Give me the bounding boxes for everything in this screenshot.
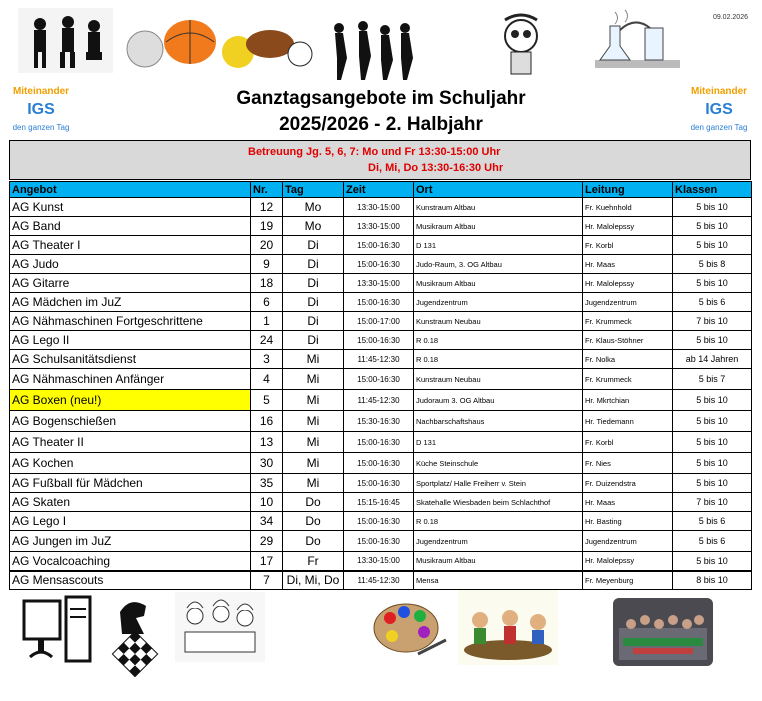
cell-leitung: Fr. Krummeck	[583, 369, 673, 390]
cell-leitung: Hr. Mkrtchian	[583, 390, 673, 411]
cell-klassen: 5 bis 6	[673, 512, 752, 531]
cell-zeit: 15:00-16:30	[344, 236, 414, 255]
cell-ort: D 131	[414, 432, 583, 453]
cell-ort: Judo-Raum, 3. OG Altbau	[414, 255, 583, 274]
cell-klassen: 5 bis 10	[673, 552, 752, 571]
cell-leitung: Fr. Meyenburg	[583, 571, 673, 590]
cell-tag: Mi	[283, 453, 344, 474]
cell-ort: Musikraum Altbau	[414, 217, 583, 236]
cell-tag: Di	[283, 293, 344, 312]
cell-leitung: Hr. Basting	[583, 512, 673, 531]
cell-angebot: AG Vocalcoaching	[10, 552, 251, 571]
svg-text:den ganzen Tag: den ganzen Tag	[690, 123, 748, 132]
cell-nr: 17	[251, 552, 283, 571]
cell-ort: Nachbarschaftshaus	[414, 411, 583, 432]
cell-ort: Kunstraum Neubau	[414, 312, 583, 331]
cell-angebot: AG Lego II	[10, 331, 251, 350]
table-row	[10, 552, 752, 571]
cell-angebot: AG Mädchen im JuZ	[10, 293, 251, 312]
cell-leitung: Hr. Tiedemann	[583, 411, 673, 432]
cell-zeit: 15:00-16:30	[344, 453, 414, 474]
cell-angebot: AG Nähmaschinen Fortgeschrittene	[10, 312, 251, 331]
cell-tag: Mi	[283, 350, 344, 369]
cell-nr: 30	[251, 453, 283, 474]
cell-klassen: 5 bis 10	[673, 411, 752, 432]
cell-ort: Küche Steinschule	[414, 453, 583, 474]
cell-leitung: Hr. Malolepssy	[583, 552, 673, 571]
cell-leitung: Fr. Duizendstra	[583, 474, 673, 493]
cell-zeit: 11:45-12:30	[344, 390, 414, 411]
dancers-clipart	[325, 18, 415, 83]
cell-angebot: AG Mensascouts	[10, 571, 251, 590]
cell-tag: Mo	[283, 217, 344, 236]
scientist-clipart	[485, 10, 560, 80]
cell-angebot: AG Schulsanitätsdienst	[10, 350, 251, 369]
cell-leitung: Hr. Maas	[583, 493, 673, 512]
cell-nr: 13	[251, 432, 283, 453]
cell-klassen: 5 bis 10	[673, 274, 752, 293]
table-row	[10, 274, 752, 293]
cell-ort: Judoraum 3. OG Altbau	[414, 390, 583, 411]
table-row	[10, 411, 752, 432]
cell-nr: 29	[251, 531, 283, 552]
cell-klassen: 7 bis 10	[673, 312, 752, 331]
cell-tag: Mi	[283, 369, 344, 390]
cell-angebot: AG Gitarre	[10, 274, 251, 293]
cell-tag: Di	[283, 331, 344, 350]
cell-klassen: 5 bis 10	[673, 198, 752, 217]
cell-leitung: Fr. Korbl	[583, 432, 673, 453]
cell-nr: 24	[251, 331, 283, 350]
cell-tag: Mi	[283, 411, 344, 432]
care-notice-line2: Di, Mi, Do 13:30-16:30 Uhr	[368, 162, 504, 174]
table-row	[10, 293, 752, 312]
cell-nr: 5	[251, 390, 283, 411]
chemistry-clipart	[590, 6, 685, 78]
cell-angebot: AG Bogenschießen	[10, 411, 251, 432]
cell-zeit: 13:30-15:00	[344, 274, 414, 293]
cell-klassen: 5 bis 10	[673, 331, 752, 350]
cell-nr: 35	[251, 474, 283, 493]
cell-angebot: AG Band	[10, 217, 251, 236]
page-title-line2: 2025/2026 - 2. Halbjahr	[279, 114, 483, 135]
cell-ort: Jugendzentrum	[414, 293, 583, 312]
cell-angebot: AG Judo	[10, 255, 251, 274]
cell-klassen: 5 bis 6	[673, 293, 752, 312]
computer-clipart	[20, 595, 95, 670]
cell-leitung: Hr. Malolepssy	[583, 217, 673, 236]
table-row	[10, 369, 752, 390]
cell-ort: R 0.18	[414, 512, 583, 531]
table-row	[10, 350, 752, 369]
header-tag: Tag	[283, 182, 344, 198]
table-row	[10, 432, 752, 453]
cell-nr: 9	[251, 255, 283, 274]
cell-zeit: 15:00-16:30	[344, 331, 414, 350]
offers-table	[9, 181, 752, 590]
table-row	[10, 255, 752, 274]
cell-angebot: AG Skaten	[10, 493, 251, 512]
cell-ort: Kunstraum Altbau	[414, 198, 583, 217]
cell-tag: Fr	[283, 552, 344, 571]
chess-clipart	[100, 592, 170, 677]
table-row	[10, 531, 752, 552]
header-ort: Ort	[414, 182, 583, 198]
header-nr: Nr.	[251, 182, 283, 198]
cell-leitung: Fr. Nies	[583, 453, 673, 474]
cell-tag: Mi	[283, 474, 344, 493]
table-row	[10, 312, 752, 331]
cell-zeit: 15:15-16:45	[344, 493, 414, 512]
table-row	[10, 493, 752, 512]
cell-leitung: Fr. Klaus-Stöhner	[583, 331, 673, 350]
cell-klassen: 5 bis 10	[673, 474, 752, 493]
cell-klassen: 5 bis 10	[673, 390, 752, 411]
cell-tag: Di	[283, 312, 344, 331]
cell-leitung: Fr. Korbl	[583, 236, 673, 255]
cell-angebot: AG Lego I	[10, 512, 251, 531]
group-photo	[613, 598, 713, 666]
svg-text:Miteinander: Miteinander	[12, 86, 70, 97]
cell-zeit: 15:00-16:30	[344, 432, 414, 453]
cell-tag: Di	[283, 274, 344, 293]
cell-ort: Jugendzentrum	[414, 531, 583, 552]
cell-angebot: AG Nähmaschinen Anfänger	[10, 369, 251, 390]
cell-zeit: 13:30-15:00	[344, 552, 414, 571]
cell-tag: Mo	[283, 198, 344, 217]
cell-angebot: AG Theater II	[10, 432, 251, 453]
cell-nr: 19	[251, 217, 283, 236]
cell-zeit: 11:45-12:30	[344, 571, 414, 590]
header-leitung: Leitung	[583, 182, 673, 198]
svg-text:IGS: IGS	[27, 101, 55, 118]
cell-angebot: AG Fußball für Mädchen	[10, 474, 251, 493]
care-notice-line1: Betreuung Jg. 5, 6, 7: Mo und Fr 13:30-15:00 Uhr	[248, 146, 501, 158]
cell-tag: Di	[283, 236, 344, 255]
cell-nr: 10	[251, 493, 283, 512]
header-zeit: Zeit	[344, 182, 414, 198]
cell-nr: 12	[251, 198, 283, 217]
cell-leitung: Hr. Malolepssy	[583, 274, 673, 293]
date-stamp: 09.02.2026	[712, 14, 748, 21]
cell-nr: 16	[251, 411, 283, 432]
page-title-line1: Ganztagsangebote im Schuljahr	[236, 88, 526, 109]
cell-klassen: 5 bis 8	[673, 255, 752, 274]
cell-tag: Di	[283, 255, 344, 274]
cell-zeit: 13:30-15:00	[344, 217, 414, 236]
cell-zeit: 15:00-16:30	[344, 531, 414, 552]
cell-klassen: 5 bis 10	[673, 453, 752, 474]
cell-leitung: Fr. Kuehnhold	[583, 198, 673, 217]
cell-nr: 4	[251, 369, 283, 390]
cell-klassen: 5 bis 6	[673, 531, 752, 552]
cell-nr: 1	[251, 312, 283, 331]
cell-tag: Mi	[283, 390, 344, 411]
cell-nr: 7	[251, 571, 283, 590]
header-klassen: Klassen	[673, 182, 752, 198]
table-row	[10, 512, 752, 531]
cell-nr: 3	[251, 350, 283, 369]
cell-ort: Skatehalle Wiesbaden beim Schlachthof	[414, 493, 583, 512]
cell-angebot: AG Kochen	[10, 453, 251, 474]
svg-text:Miteinander: Miteinander	[690, 86, 748, 97]
cell-klassen: 5 bis 10	[673, 217, 752, 236]
cell-angebot: AG Jungen im JuZ	[10, 531, 251, 552]
table-row	[10, 390, 752, 411]
cell-leitung: Fr. Krummeck	[583, 312, 673, 331]
cell-leitung: Hr. Maas	[583, 255, 673, 274]
cell-angebot: AG Theater I	[10, 236, 251, 255]
cell-zeit: 13:30-15:00	[344, 198, 414, 217]
cell-ort: Sportplatz/ Halle Freiherr v. Stein	[414, 474, 583, 493]
cell-klassen: 5 bis 10	[673, 236, 752, 255]
cell-ort: D 131	[414, 236, 583, 255]
cell-nr: 6	[251, 293, 283, 312]
care-notice-box	[9, 140, 751, 180]
cell-tag: Di, Mi, Do	[283, 571, 344, 590]
sports-balls-clipart	[120, 14, 315, 76]
cell-tag: Do	[283, 512, 344, 531]
cell-zeit: 15:00-16:30	[344, 474, 414, 493]
painting-palette-clipart	[368, 596, 448, 661]
cell-nr: 34	[251, 512, 283, 531]
cell-nr: 20	[251, 236, 283, 255]
cell-tag: Mi	[283, 432, 344, 453]
table-row	[10, 236, 752, 255]
cell-ort: Mensa	[414, 571, 583, 590]
cell-zeit: 11:45-12:30	[344, 350, 414, 369]
band-clipart	[18, 8, 113, 73]
svg-text:den ganzen Tag: den ganzen Tag	[12, 123, 70, 132]
cell-klassen: 7 bis 10	[673, 493, 752, 512]
table-row	[10, 198, 752, 217]
cell-klassen: 8 bis 10	[673, 571, 752, 590]
table-row	[10, 217, 752, 236]
cell-leitung: Fr. Nolka	[583, 350, 673, 369]
table-row	[10, 571, 752, 590]
cooking-clipart	[175, 592, 265, 662]
cell-tag: Do	[283, 531, 344, 552]
header-angebot: Angebot	[10, 182, 251, 198]
cell-klassen: 5 bis 7	[673, 369, 752, 390]
cell-klassen: 5 bis 10	[673, 432, 752, 453]
table-row	[10, 331, 752, 350]
gardening-clipart	[458, 590, 558, 665]
table-header-row	[10, 182, 752, 198]
cell-zeit: 15:00-16:30	[344, 293, 414, 312]
cell-nr: 18	[251, 274, 283, 293]
cell-angebot: AG Kunst	[10, 198, 251, 217]
cell-ort: Kunstraum Neubau	[414, 369, 583, 390]
cell-ort: R 0.18	[414, 331, 583, 350]
cell-zeit: 15:00-17:00	[344, 312, 414, 331]
cell-zeit: 15:00-16:30	[344, 369, 414, 390]
table-row	[10, 453, 752, 474]
cell-tag: Do	[283, 493, 344, 512]
cell-angebot: AG Boxen (neu!)	[10, 390, 251, 411]
cell-ort: Musikraum Altbau	[414, 274, 583, 293]
cell-leitung: Jugendzentrum	[583, 293, 673, 312]
table-row	[10, 474, 752, 493]
cell-ort: R 0.18	[414, 350, 583, 369]
svg-text:IGS: IGS	[705, 101, 733, 118]
cell-ort: Musikraum Altbau	[414, 552, 583, 571]
cell-zeit: 15:30-16:30	[344, 411, 414, 432]
cell-zeit: 15:00-16:30	[344, 255, 414, 274]
cell-zeit: 15:00-16:30	[344, 512, 414, 531]
cell-leitung: Jugendzentrum	[583, 531, 673, 552]
cell-klassen: ab 14 Jahren	[673, 350, 752, 369]
